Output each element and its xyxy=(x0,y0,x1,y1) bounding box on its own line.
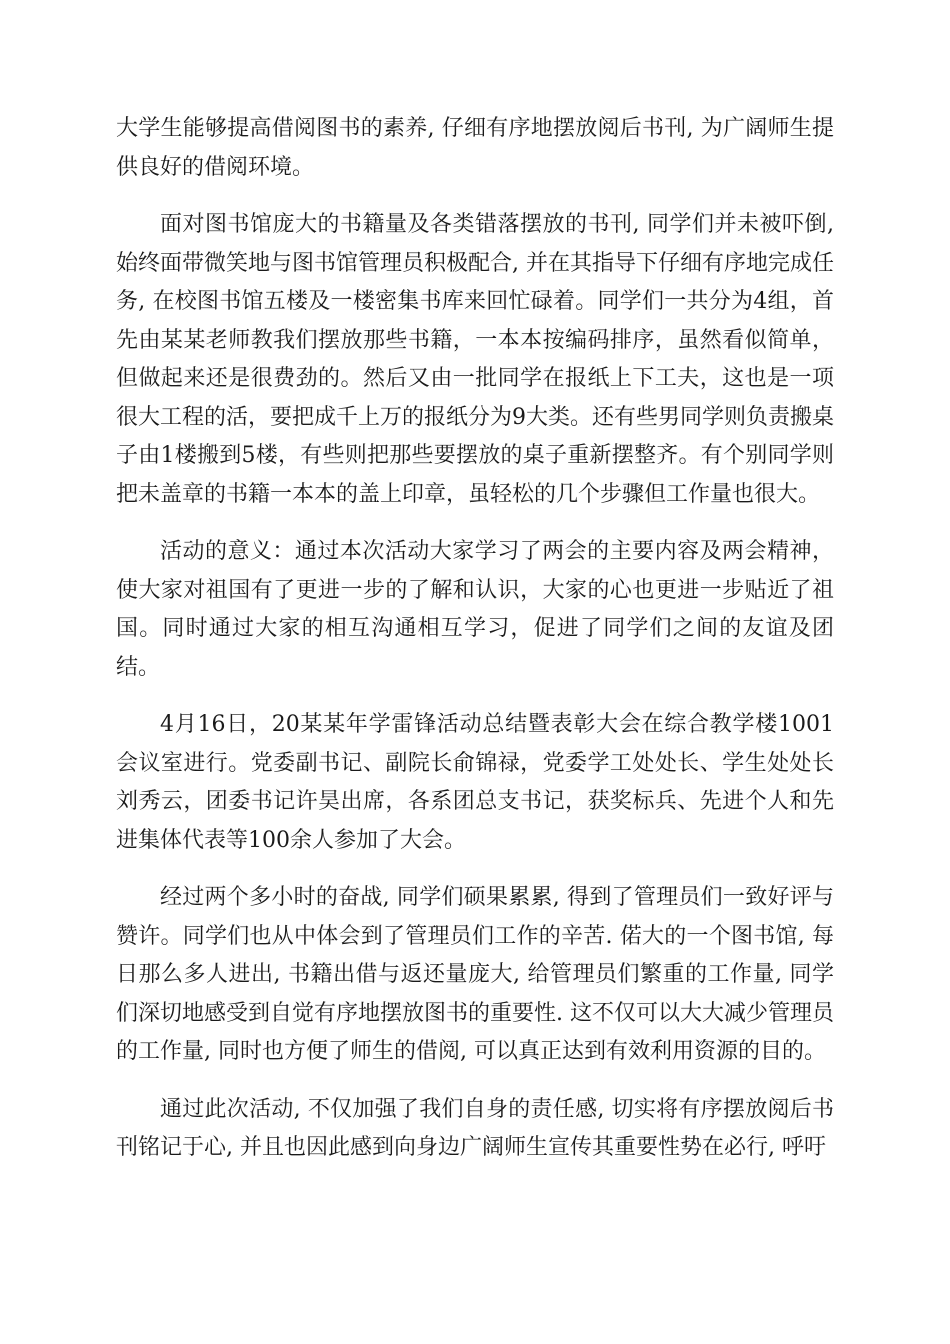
paragraph-3: 活动的意义：通过本次活动大家学习了两会的主要内容及两会精神，使大家对祖国有了更进一步的了解和认识，大家的心也更进一步贴近了祖国。同时通过大家的相互沟通相互学习，促进了同学们之间的友谊及团结。 xyxy=(116,539,834,680)
paragraph-6: 通过此次活动, 不仅加强了我们自身的责任感, 切实将有序摆放阅后书刊铭记于心, 并且也因此感到向身边广阔师生宣传其重要性势在必行, 呼吁 xyxy=(116,1096,834,1160)
paragraph-2: 面对图书馆庞大的书籍量及各类错落摆放的书刊, 同学们并未被吓倒, 始终面带微笑地与图书馆管理员积极配合, 并在其指导下仔细有序地完成任务, 在校图书馆五楼及一楼密集书库来回忙碌着。同学们一共分为4组，首先由某某老师教我们摆放那些书籍，一本本按编码排序，虽然看似简单，但做起来还是很费劲的。然后又由一批同学在报纸上下工夫，这也是一项很大工程的活，要把成千上万的报纸分为9大类。还有些男同学则负责搬桌子由1楼搬到5楼，有些则把那些要摆放的桌子重新摆整齐。有个别同学则把未盖章的书籍一本本的盖上印章，虽轻松的几个步骤但工作量也很大。 xyxy=(116,212,834,507)
paragraph-1: 大学生能够提高借阅图书的素养, 仔细有序地摆放阅后书刊, 为广阔师生提供良好的借阅环境。 xyxy=(116,116,834,180)
paragraph-5: 经过两个多小时的奋战, 同学们硕果累累, 得到了管理员们一致好评与赞许。同学们也从中体会到了管理员们工作的辛苦. 偌大的一个图书馆, 每日那么多人进出, 书籍出借与返还量庞大, 给管理员们繁重的工作量, 同学们深切地感受到自觉有序地摆放图书的重要性. 这不仅可以大大减少管理员的工作量, 同时也方便了师生的借阅, 可以真正达到有效利用资源的目的。 xyxy=(116,885,834,1064)
paragraph-4: 4月16日，20某某年学雷锋活动总结暨表彰大会在综合教学楼1001会议室进行。党委副书记、副院长俞锦禄，党委学工处处长、学生处处长刘秀云，团委书记许昊出席，各系团总支书记，获奖标兵、先进个人和先进集体代表等100余人参加了大会。 xyxy=(116,712,834,853)
document-body xyxy=(116,110,834,1187)
